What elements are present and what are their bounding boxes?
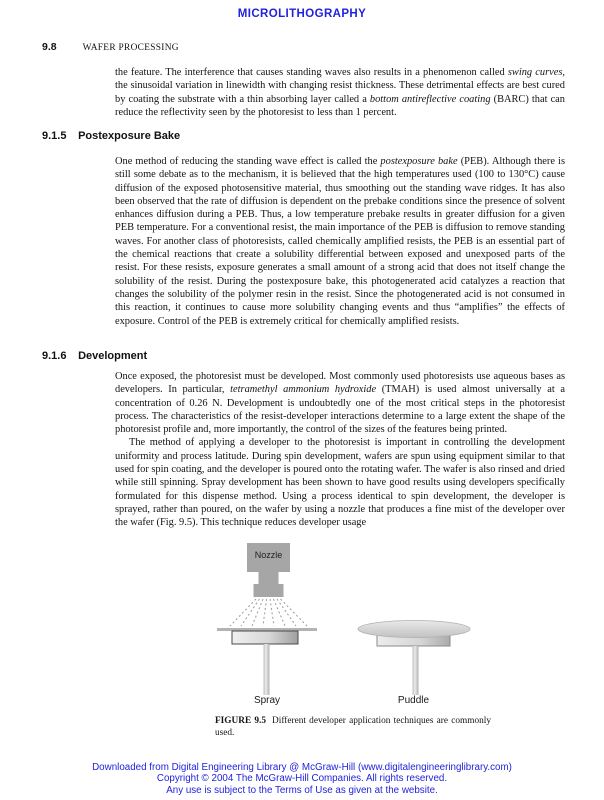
section-title: Development (78, 350, 148, 362)
puddle-dome (358, 621, 470, 638)
paragraph-peb: One method of reducing the standing wave effect is called the postexposure bake (PEB). Although there is still some debate as to the mechanism, it is believed that the high temperatures used (100 to 130°C) cause diffusion of the exposed photosensitive material, thus smoothing out the standing wave ridges. It has also been observed that the rate of diffusion is dependent on the prebake conditions since the presence of solvent enhances diffusion during a PEB. Thus, a low temperature prebake results in greater diffusion for a given PEB temperature. For a conventional resist, the main importance of the PEB is diffusion to remove standing waves. For another class of photoresists, called chemically amplified resists, the PEB is an essential part of the chemical reactions that create a solubility differential between exposed and unexposed parts of the resist. For these resists, exposure generates a small amount of a strong acid that does not itself change the solubility of the resist. During the postexposure bake, this photogenerated acid catalyzes a reaction that changes the solubility of the polymer resin in the resist. Since the photogenerated acid is not consumed in this reaction, it continues to cause more solubility changing events and thus “amplifies” the effects of exposure. Control of the PEB is extremely critical for chemically amplified resists. (115, 156, 565, 327)
section-development-body (115, 370, 565, 530)
footer-copyright (0, 762, 604, 796)
section-heading-development (42, 350, 147, 362)
spray-mist-lines (230, 599, 307, 626)
paragraph-development-1: Once exposed, the photoresist must be developed. Most commonly used photoresists use aqueous bases as developers. In particular, tetramethyl ammonium hydroxide (TMAH) is used almost universally at a concentration of 0.26 N. Development is undoubtedly one of the most critical steps in the photoresist process. The characteristics of the resist-developer interactions determine to a large extent the shape of the photoresist profile and, more importantly, the control of the sizes of the features being printed. (115, 371, 566, 436)
section-heading-postexposure-bake (42, 130, 180, 142)
footer-line-copyright: Copyright © 2004 The McGraw-Hill Companies. All rights reserved. (156, 773, 448, 785)
running-head-book-title: MICROLITHOGRAPHY (237, 8, 367, 20)
section-number: 9.1.6 (42, 350, 67, 362)
section-title: Postexposure Bake (78, 130, 181, 142)
puddle-label: Puddle (397, 695, 430, 706)
figure-caption (215, 716, 491, 739)
figure-caption-tag: FIGURE 9.5 (215, 716, 267, 726)
spray-wafer-chuck (217, 628, 317, 695)
chapter-title: WAFER PROCESSING (82, 43, 179, 53)
running-head (42, 37, 179, 55)
figure-caption-text: Different developer application techniques are commonly used. (215, 716, 491, 738)
puddle-wafer-chuck (358, 621, 470, 696)
page-number: 9.8 (42, 41, 57, 53)
paragraph-intro: the feature. The interference that causes standing waves also results in a phenomenon called swing curves, the sinusoidal variation in linewidth with changing resist thickness. These detrimental effects are best cured by coating the substrate with a thin absorbing layer called a bottom antireflective coating (BARC) that can reduce the reflectivity seen by the photoresist to less than 1 percent. (115, 67, 565, 118)
footer-line-terms: Any use is subject to the Terms of Use as given at the website. (166, 784, 438, 796)
section-number: 9.1.5 (42, 130, 67, 142)
footer-line-download: Downloaded from Digital Engineering Library @ McGraw-Hill (www.digitalengineeringlibrary.com) (92, 762, 512, 773)
developer-figure-graphic (180, 543, 480, 713)
figure-9-5 (180, 543, 480, 713)
nozzle-label: Nozzle (254, 550, 283, 560)
paragraph-development-2: The method of applying a developer to the photoresist is important in controlling the development uniformity and process latitude. During spin development, wafers are spun using equipment similar to that used for spin coating, and the developer is poured onto the rotating wafer. The wafer is also rinsed and dried while still spinning. Spray development has been shown to have good results using developers specifically formulated for this dispense method. Using a process identical to spin development, the developer is sprayed, rather than poured, on the wafer by using a nozzle that produces a fine mist of the developer over the wafer (Fig. 9.5). This technique reduces developer usage (115, 437, 565, 529)
spray-label: Spray (253, 695, 281, 706)
